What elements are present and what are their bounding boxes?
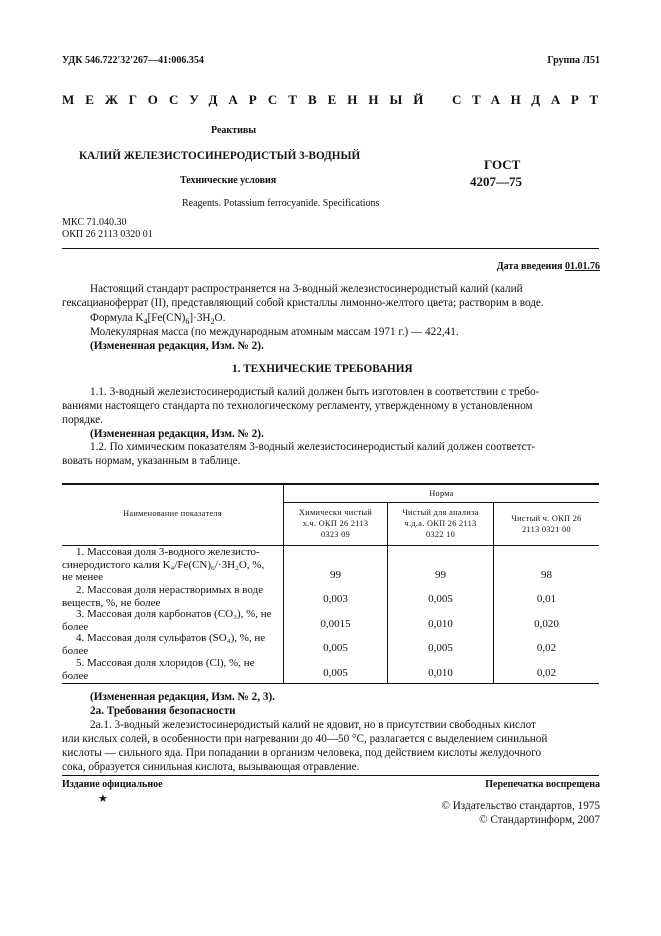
table-row-5-caption xyxy=(62,657,281,682)
formula-fecn: [Fe(CN) xyxy=(147,312,186,324)
intro-amendment: (Измененная редакция, Изм. № 2). xyxy=(90,340,264,352)
row2-l2: веществ, %, не более xyxy=(62,596,161,609)
table-norm-rule xyxy=(283,502,599,503)
row4-val-2: 0,005 xyxy=(428,642,453,654)
intro-date xyxy=(497,261,600,273)
table-col-header-analytical xyxy=(388,507,493,540)
formula-h-sub: 2 xyxy=(210,317,215,327)
table-col-header-pure xyxy=(494,513,599,535)
row1-l1: 1. Массовая доля 3-водного железисто- xyxy=(76,546,260,558)
table-row-2-caption xyxy=(62,584,281,609)
udk-code: УДК 546.722'32'267—41:006.354 xyxy=(62,55,204,66)
row2-val-3: 0,01 xyxy=(536,593,557,605)
safety-line-3: кислоты — сильного яда. При попадании в организм человека, под действием кислоты желудочного xyxy=(62,747,542,759)
row3-l2: более xyxy=(62,620,89,633)
col3-line-1: Чистый ч. ОКП 26 xyxy=(511,514,582,523)
row3-val-2: 0,010 xyxy=(428,618,453,630)
p11-line-1: 1.1. 3-водный железистосинеродистый калий должен быть изготовлен в соответствии с требо- xyxy=(90,386,540,398)
row2-val-2: 0,005 xyxy=(428,593,453,605)
col2-line-3: 0322 10 xyxy=(425,530,456,539)
gost-label: ГОСТ xyxy=(484,157,521,172)
row3-val-1: 0,0015 xyxy=(320,618,351,630)
col3-line-2: 2113 0321 00 xyxy=(522,525,571,534)
col1-line-3: 0323 09 xyxy=(320,530,351,539)
table-col-header-chemically-pure xyxy=(284,507,387,540)
intro-date-value: 01.01.76 xyxy=(565,261,600,272)
table-row-3-caption xyxy=(62,608,281,633)
safety-line-1: 2а.1. 3-водный железистосинеродистый калий не ядовит, но в присутствии свободных кислот xyxy=(90,719,536,731)
row5-val-2: 0,010 xyxy=(428,667,453,679)
copyright-1975: © Издательство стандартов, 1975 xyxy=(441,800,600,812)
row4-val-1: 0,005 xyxy=(323,642,348,654)
molecular-mass: Молекулярная масса (по международным атомным массам 1971 г.) — 422,41. xyxy=(90,326,459,338)
mks-code: МКС 71.040.30 xyxy=(62,217,127,228)
intro-line-2: гексацианоферрат (II), представляющий собой кристаллы лимонно-желтого цвета; растворим в воде. xyxy=(62,297,544,309)
row4-l1: 4. Массовая доля сульфатов (SO₄), %, не xyxy=(76,632,266,644)
star-icon: ★ xyxy=(98,793,108,805)
english-title: Reagents. Potassium ferrocyanide. Specifications xyxy=(182,198,380,209)
formula-fecn-sub: 6 xyxy=(185,317,190,327)
p11-amendment: (Измененная редакция, Изм. № 2). xyxy=(90,428,264,440)
gost-number: 4207—75 xyxy=(470,174,522,189)
title-divider xyxy=(62,248,599,249)
p11-line-3: порядке. xyxy=(62,414,103,426)
row1-l3: не менее xyxy=(62,571,104,584)
row5-val-1: 0,005 xyxy=(323,667,348,679)
row4-val-3: 0,02 xyxy=(536,642,557,654)
intro-date-label: Дата введения xyxy=(496,261,563,272)
p12-line-1: 1.2. По химическим показателям 3-водный железистосинеродистый калий должен соответст- xyxy=(90,441,536,453)
formula-o: O. xyxy=(214,312,226,324)
row5-l1: 5. Массовая доля хлоридов (Cl), %, не xyxy=(76,657,255,669)
row3-val-3: 0,020 xyxy=(534,618,559,630)
section-1-heading: 1. ТЕХНИЧЕСКИЕ ТРЕБОВАНИЯ xyxy=(232,363,413,375)
banner-left: МЕЖГОСУДАРСТВЕННЫЙ xyxy=(62,92,435,107)
copyright-2007: © Стандартинформ, 2007 xyxy=(479,814,600,826)
row2-val-1: 0,003 xyxy=(323,593,348,605)
category: Реактивы xyxy=(211,125,257,136)
formula-k-sub: 4 xyxy=(143,317,148,327)
row4-l2: более xyxy=(62,644,89,657)
row1-l2: синеродистого калия K₄/Fe(CN)₆/·3H₂O, %, xyxy=(62,558,265,571)
table-col-norm-header: Норма xyxy=(429,489,454,498)
table-row-4-caption xyxy=(62,632,281,657)
table-amendment: (Измененная редакция, Изм. № 2, 3). xyxy=(90,691,275,703)
formula-label: Формула xyxy=(90,312,133,324)
group-code: Группа Л51 xyxy=(547,55,600,66)
okp-code: ОКП 26 2113 0320 01 xyxy=(62,229,153,240)
banner-right: СТАНДАРТ xyxy=(452,92,609,107)
row5-val-3: 0,02 xyxy=(536,667,557,679)
intro-line-1: Настоящий стандарт распространяется на 3-водный железистосинеродистый калий (калий xyxy=(90,283,523,295)
standard-name: КАЛИЙ ЖЕЛЕЗИСТОСИНЕРОДИСТЫЙ 3-ВОДНЫЙ xyxy=(79,150,361,162)
col1-line-2: х.ч. ОКП 26 2113 xyxy=(302,519,369,528)
p12-line-2: вовать нормам, указанным в таблице. xyxy=(62,455,241,467)
row1-val-2: 99 xyxy=(435,569,446,581)
table-col-name-header: Наименование показателя xyxy=(123,509,222,518)
reprint-prohibited: Перепечатка воспрещена xyxy=(485,779,600,790)
formula-h: ]·3H xyxy=(189,312,211,324)
row5-l2: более xyxy=(62,669,89,682)
row3-l1: 3. Массовая доля карбонатов (CO₃), %, не xyxy=(76,608,272,620)
table-bottom-rule xyxy=(62,683,599,684)
table-row-1-caption xyxy=(62,546,281,584)
safety-heading: 2а. Требования безопасности xyxy=(90,705,236,717)
subtitle: Технические условия xyxy=(180,175,277,186)
p11-line-2: ваниями настоящего стандарта по технологическому регламенту, утвержденному в установленном xyxy=(62,400,533,412)
row1-val-3: 98 xyxy=(541,569,552,581)
table-top-rule xyxy=(62,483,599,485)
col2-line-2: ч.д.а. ОКП 26 2113 xyxy=(404,519,477,528)
row2-l1: 2. Массовая доля нерастворимых в воде xyxy=(76,584,264,596)
official-edition: Издание официальное xyxy=(62,779,163,790)
footer-rule xyxy=(62,775,599,776)
safety-line-4: сока, образуется синильная кислота, вызывающая отравление. xyxy=(62,761,360,773)
col2-line-1: Чистый для анализа xyxy=(402,508,479,517)
formula-k: K xyxy=(135,312,144,324)
row1-val-1: 99 xyxy=(330,569,341,581)
safety-line-2: или кислых солей, в особенности при нагревании до 40—50 °С, разлагается с выделением синильной xyxy=(62,733,548,745)
col1-line-1: Химически чистый xyxy=(298,508,373,517)
